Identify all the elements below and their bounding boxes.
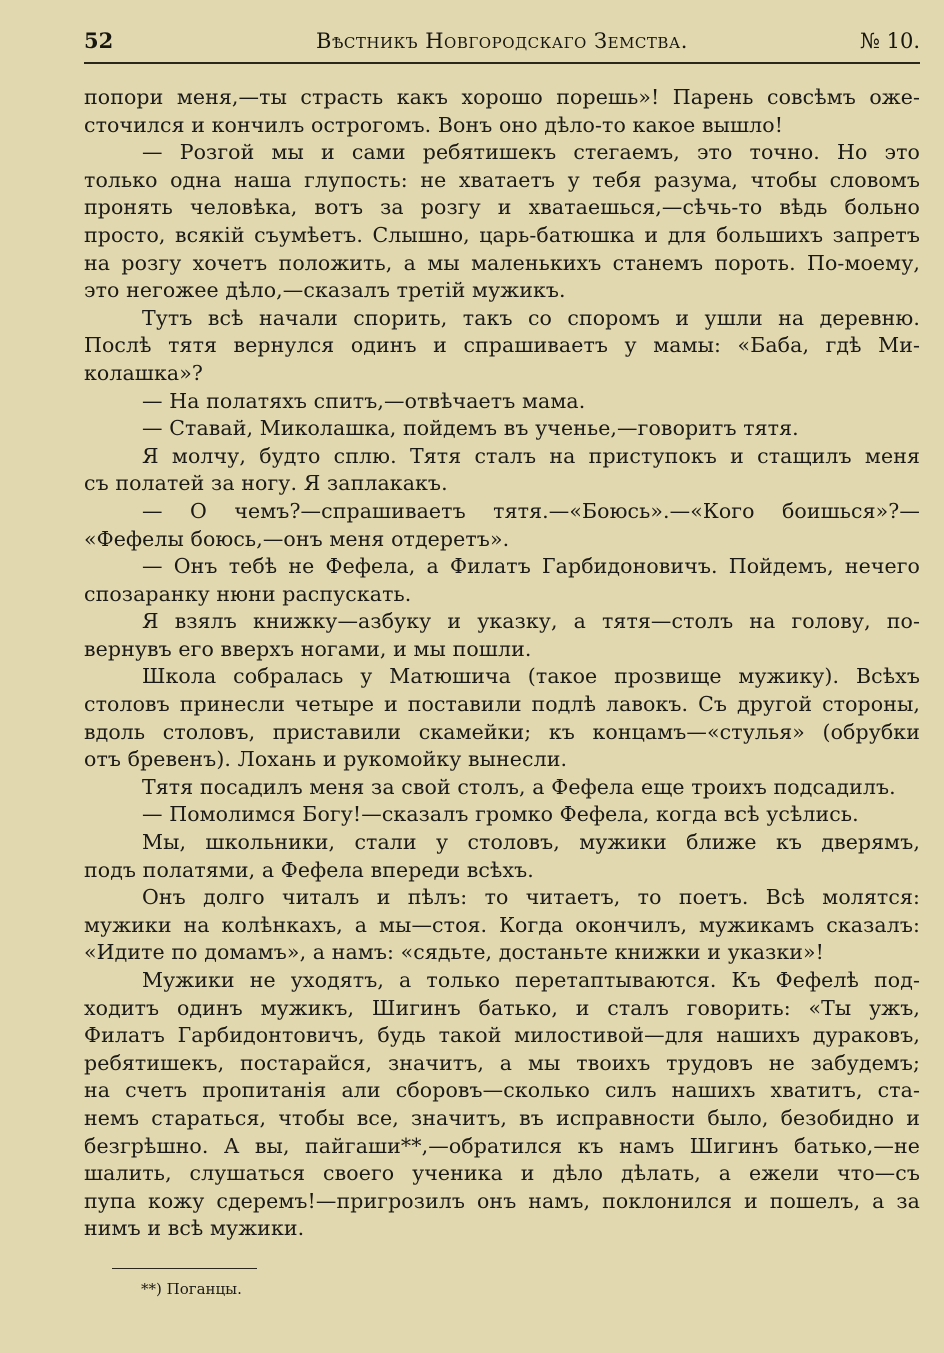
text-line: попори меня,—ты страсть какъ хорошо порешь»! Парень совсѣмъ оже- xyxy=(84,85,920,109)
text-line: пупа кожу сдеремъ!—пригрозилъ онъ намъ, поклонился и пошелъ, а за xyxy=(84,1188,920,1213)
text-line: вернувъ его вверхъ ногами, и мы пошли. xyxy=(84,636,532,661)
text-line: вдоль столовъ, приставили скамейки; къ концамъ—«стулья» (обрубки xyxy=(84,719,920,744)
text-line: Тутъ всѣ начали спорить, такъ со споромъ и ушли на деревню. xyxy=(142,305,920,330)
footnote-rule xyxy=(112,1268,257,1269)
text-line: немъ стараться, чтобы все, значитъ, въ исправности было, безобидно и xyxy=(84,1105,920,1130)
running-header xyxy=(84,26,920,56)
text-line: сточился и кончилъ острогомъ. Вонъ оно дѣло-то какое вышло! xyxy=(84,112,784,137)
text-line: Школа собралась у Матюшича (такое прозвище мужику). Всѣхъ xyxy=(142,664,920,689)
text-line: спозаранку нюни распускать. xyxy=(84,581,412,606)
text-line: — На полатяхъ спитъ,—отвѣчаетъ мама. xyxy=(142,388,586,413)
text-line: Я молчу, будто сплю. Тятя сталъ на приступокъ и стащилъ меня xyxy=(142,443,920,468)
text-line: Филатъ Гарбидонтовичъ, будь такой милостивой—для нашихъ дураковъ, xyxy=(84,1023,920,1048)
text-line: «Фефелы боюсь,—онъ меня отдеретъ». xyxy=(84,526,510,551)
text-line: подъ полатями, а Фефела впереди всѣхъ. xyxy=(84,857,534,882)
journal-title: Вѣстникъ Новгородскаго Земства. xyxy=(316,29,688,53)
text-line: колашка»? xyxy=(84,360,203,385)
text-line: нимъ и всѣ мужики. xyxy=(84,1216,305,1241)
text-line: — Ставай, Миколашка, пойдемъ въ ученье,—говоритъ тятя. xyxy=(142,416,799,441)
text-line: Онъ долго читалъ и пѣлъ: то читаетъ, то поетъ. Всѣ молятся: xyxy=(142,885,920,910)
text-line: — Онъ тебѣ не Фефела, а Филатъ Гарбидоновичъ. Пойдемъ, нечего xyxy=(142,554,920,579)
text-line: шалить, слушаться своего ученика и дѣло дѣлать, а ежели что—съ xyxy=(84,1161,920,1186)
page-number: 52 xyxy=(84,28,114,53)
text-line: Послѣ тятя вернулся одинъ и спрашиваетъ у мамы: «Баба, гдѣ Ми- xyxy=(84,333,920,358)
text-line: просто, всякій съумѣетъ. Слышно, царь-батюшка и для большихъ запретъ xyxy=(84,222,920,247)
issue-number: № 10. xyxy=(860,29,920,53)
text-line: Я взялъ книжку—азбуку и указку, а тятя—столъ на голову, по- xyxy=(142,609,920,634)
text-line: ходитъ одинъ мужикъ, Шигинъ батько, и сталъ говорить: «Ты ужъ, xyxy=(84,995,920,1020)
text-line: мужики на колѣнкахъ, а мы—стоя. Когда окончилъ, мужикамъ сказалъ: xyxy=(84,912,920,937)
text-line: это негожее дѣло,—сказалъ третій мужикъ. xyxy=(84,278,566,303)
text-line: безгрѣшно. А вы, пайгаши**,—обратился къ намъ Шигинъ батько,—не xyxy=(84,1133,920,1158)
text-line: «Идите по домамъ», а намъ: «сядьте, достаньте книжки и указки»! xyxy=(84,940,825,965)
text-line: на розгу хочетъ положить, а мы маленькихъ станемъ пороть. По-моему, xyxy=(84,250,920,275)
text-line: Тятя посадилъ меня за свой столъ, а Фефела еще троихъ подсадилъ. xyxy=(142,774,896,799)
body-text xyxy=(84,84,920,1243)
text-line: Мужики не уходятъ, а только перетаптываются. Къ Фефелѣ под- xyxy=(142,968,920,992)
text-line: Мы, школьники, стали у столовъ, мужики ближе къ дверямъ, xyxy=(142,830,920,855)
text-line: пронять человѣка, вотъ за розгу и хватаешься,—сѣчь-то вѣдь больно xyxy=(84,195,920,220)
header-rule xyxy=(84,62,920,64)
text-line: только одна наша глупость: не хватаетъ у тебя разума, чтобы словомъ xyxy=(84,167,920,192)
text-line: ребятишекъ, постарайся, значитъ, а мы твоихъ трудовъ не забудемъ; xyxy=(84,1050,920,1075)
text-line: — О чемъ?—спрашиваетъ тятя.—«Боюсь».—«Кого боишься»?— xyxy=(142,498,920,523)
text-line: столовъ принесли четыре и поставили подлѣ лавокъ. Съ другой стороны, xyxy=(84,692,920,717)
footnote: **) Поганцы. xyxy=(141,1280,242,1298)
text-line: съ полатей за ногу. Я заплакакъ. xyxy=(84,471,448,496)
text-line: на счетъ пропитанія али сборовъ—сколько силъ нашихъ хватитъ, ста- xyxy=(84,1078,920,1103)
text-line: — Помолимся Богу!—сказалъ громко Фефела, когда всѣ усѣлись. xyxy=(142,802,859,827)
text-line: отъ бревенъ). Лохань и рукомойку вынесли. xyxy=(84,747,568,772)
text-line: — Розгой мы и сами ребятишекъ стегаемъ, это точно. Но это xyxy=(142,140,920,165)
